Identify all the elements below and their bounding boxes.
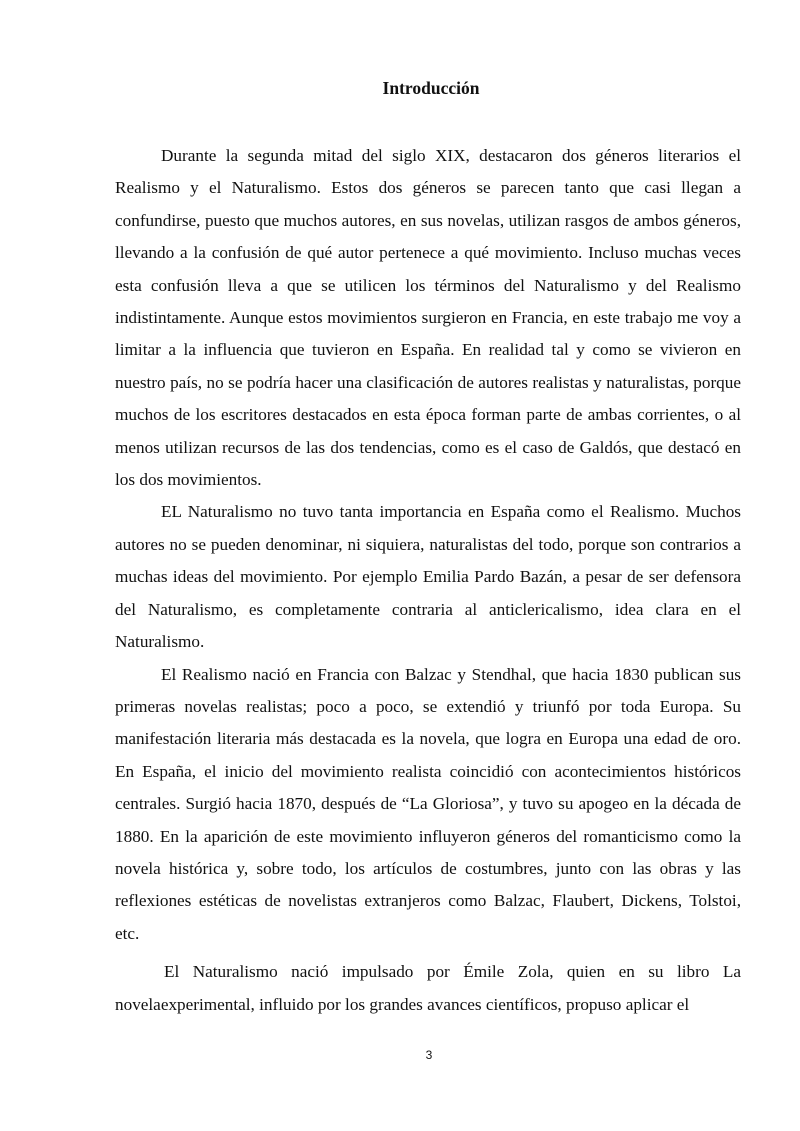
paragraph-4: El Naturalismo nació impulsado por Émile Zola, quien en su libro La novelaexperimental, influido por los grandes avances científicos, propuso aplicar el [115,962,741,1014]
paragraph-3: El Realismo nació en Francia con Balzac y Stendhal, que hacia 1830 publican sus primeras novelas realistas; poco a poco, se extendió y triunfó por toda Europa. Su manifestación literaria más destacada es la novela, que logra en Europa una edad de oro. En España, el inicio del movimiento realista coincidió con acontecimientos históricos centrales. Surgió hacia 1870, después de “La Gloriosa”, y tuvo su apogeo en la década de 1880. En la aparición de este movimiento influyeron géneros del romanticismo como la novela histórica y, sobre todo, los artículos de costumbres, junto con las obras y las reflexiones estéticas de novelistas extranjeros como Balzac, Flaubert, Dickens, Tolstoi, etc. [115,664,741,943]
paragraph-2: EL Naturalismo no tuvo tanta importancia en España como el Realismo. Muchos autores no se pueden denominar, ni siquiera, naturalistas del todo, porque son contrarios a muchas ideas del movimiento. Por ejemplo Emilia Pardo Bazán, a pesar de ser defensora del Naturalismo, es completamente contraria al anticlericalismo, idea clara en el Naturalismo. [115,502,741,652]
page-title: Introducción [382,78,480,98]
body-text [115,140,741,1021]
paragraph-1: Durante la segunda mitad del siglo XIX, destacaron dos géneros literarios el Realismo y el Naturalismo. Estos dos géneros se parecen tanto que casi llegan a confundirse, puesto que muchos autores, en sus novelas, utilizan rasgos de ambos géneros, llevando a la confusión de qué autor pertenece a qué movimiento. Incluso muchas veces esta confusión lleva a que se utilicen los términos del Naturalismo y del Realismo indistintamente. Aunque estos movimientos surgieron en Francia, en este trabajo me voy a limitar a la influencia que tuvieron en España. En realidad tal y como se vivieron en nuestro país, no se podría hacer una clasificación de autores realistas y naturalistas, porque muchos de los escritores destacados en esta época forman parte de ambas corrientes, o al menos utilizan recursos de las dos tendencias, como es el caso de Galdós, que destacó en los dos movimientos. [115,146,741,490]
page-number: 3 [425,1048,433,1062]
